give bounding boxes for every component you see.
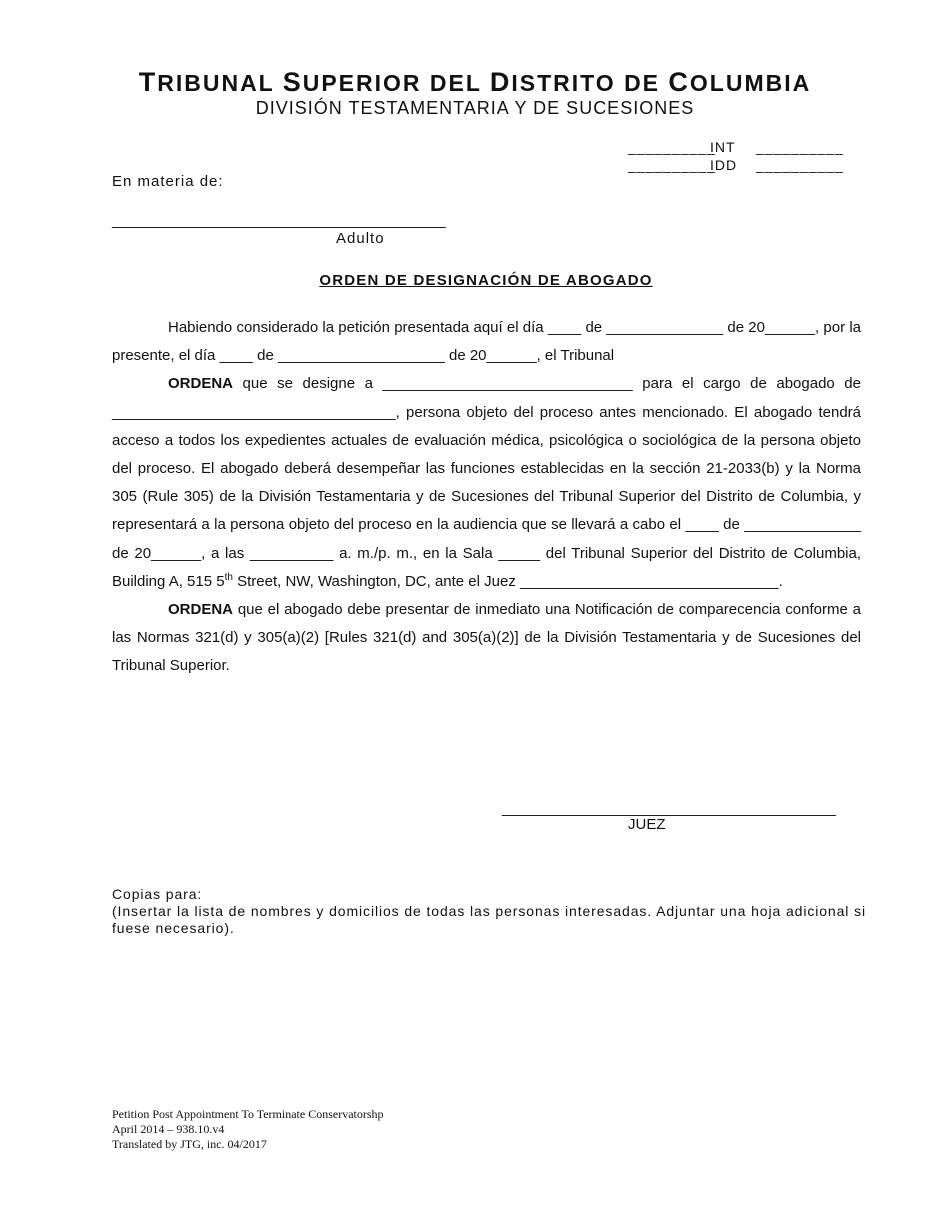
title-rest: RIBUNAL [157, 70, 283, 96]
paragraph-designation [112, 370, 861, 596]
copies-instructions: (Insertar la lista de nombres y domicilios de todas las personas interesadas. Adjuntar una hoja adicional si fuese necesario). [112, 903, 867, 936]
adulto-label: Adulto [336, 230, 385, 247]
subject-name-line[interactable]: ________________________________________ [112, 212, 446, 229]
int-blank-left[interactable]: __________ [628, 139, 716, 155]
judge-signature-line[interactable]: ________________________________________ [502, 800, 836, 817]
idd-row [628, 156, 844, 174]
copies-section [112, 886, 872, 937]
idd-blank-left[interactable]: __________ [628, 157, 716, 173]
court-title [0, 68, 950, 97]
ordena-keyword: ORDENA [168, 601, 234, 619]
int-blank-right[interactable]: __________ [756, 139, 844, 155]
title-cap: D [489, 67, 512, 97]
case-codes [628, 138, 844, 174]
footer-translation: Translated by JTG, inc. 04/2017 [112, 1137, 267, 1151]
int-row [628, 138, 844, 156]
title-rest: ISTRITO DE [511, 70, 669, 96]
copies-label: Copias para: [112, 886, 203, 902]
order-title: ORDEN DE DESIGNACIÓN DE ABOGADO [319, 272, 653, 289]
paragraph-petition: Habiendo considerado la petición presentada aquí el día ____ de ______________ de 20______, por la presente, el día ____ de ____________________ de 20______, el Tribunal [112, 319, 861, 365]
judge-label: JUEZ [628, 816, 666, 833]
title-cap: C [668, 67, 690, 97]
footer-version: April 2014 – 938.10.v4 [112, 1122, 225, 1136]
order-body [112, 314, 861, 681]
division-subtitle: DIVISIÓN TESTAMENTARIA Y DE SUCESIONES [255, 98, 695, 118]
form-footer [112, 1107, 384, 1152]
designation-text-b: Street, NW, Washington, DC, ante el Juez _______________________________. [232, 572, 783, 590]
idd-label: IDD [710, 157, 738, 173]
notice-text: que el abogado debe presentar de inmediato una Notificación de comparecencia conforme a las Normas 321(d) y 305(a)(2) [Rules 321(d) and 305(a)(2)] de la División Testamentaria y de Sucesiones del Tribunal Superior. [112, 601, 861, 675]
ordena-keyword: ORDENA [168, 375, 234, 393]
title-rest: OLUMBIA [689, 70, 812, 96]
paragraph-notice [112, 596, 861, 681]
designation-text-a: que se designe a ______________________________ para el cargo de abogado de __________________________________, persona objeto del proceso antes mencionado. El abogado tendrá acceso a todos los expedientes actuales de evaluación médica, psicológica o sociológica de la persona objeto del proceso. El abogado deberá desempeñar las funciones establecidas en la sección 21-2033(b) y la Norma 305 (Rule 305) de la División Testamentaria y de Sucesiones del Tribunal Superior del Distrito de Columbia, y representará a la persona objeto del proceso en la audiencia que se llevará a cabo el ____ de ______________ de 20______, a las __________ a. m./p. m., en la Sala _____ del Tribunal Superior del Distrito de Columbia, Building A, 515 5 [112, 375, 861, 590]
title-rest: UPERIOR DEL [302, 70, 490, 96]
th-superscript: th [224, 571, 233, 583]
idd-blank-right[interactable]: __________ [756, 157, 844, 173]
title-cap: T [138, 67, 158, 97]
title-cap: S [282, 67, 303, 97]
en-materia-label: En materia de: [112, 173, 224, 190]
int-label: INT [710, 139, 736, 155]
footer-form-name: Petition Post Appointment To Terminate Conservatorshp [112, 1107, 384, 1121]
